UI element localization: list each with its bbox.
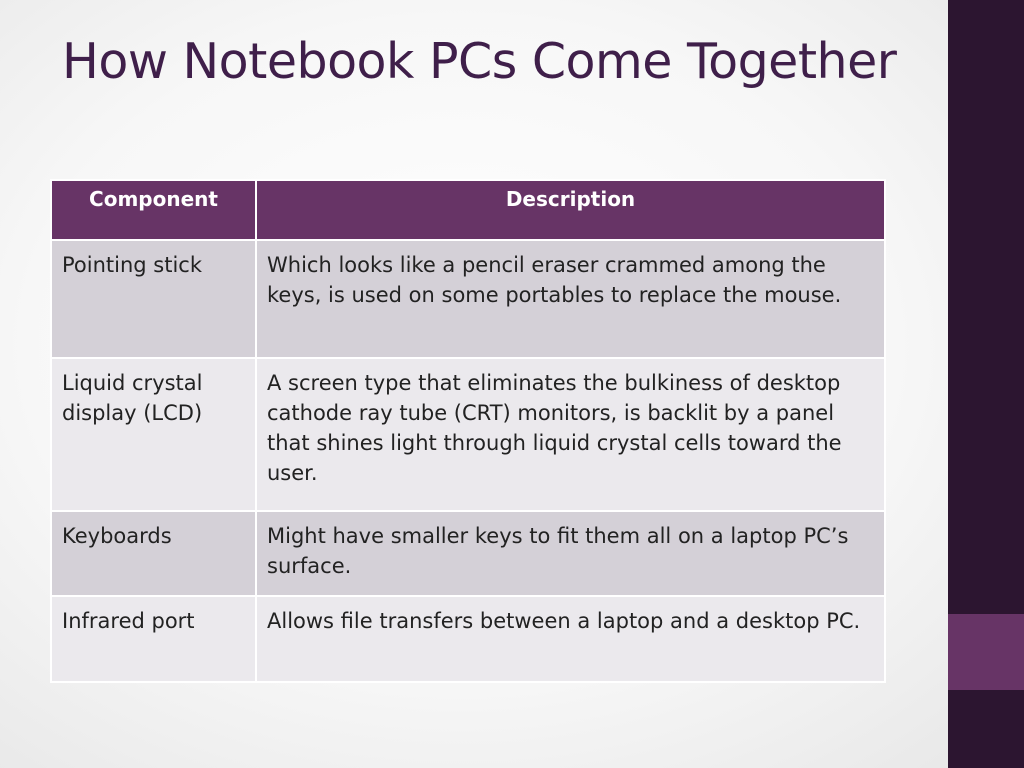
cell-description: Which looks like a pencil eraser crammed among the keys, is used on some portables to replace the mouse. [256,240,885,358]
components-table [50,179,886,683]
table-row [51,511,885,596]
cell-component: Infrared port [51,596,256,682]
table-header-row [51,180,885,240]
cell-component: Pointing stick [51,240,256,358]
slide-title: How Notebook PCs Come Together [62,33,897,90]
header-component: Component [51,180,256,240]
cell-description: Allows file transfers between a laptop and a desktop PC. [256,596,885,682]
table-row [51,358,885,511]
cell-description: Might have smaller keys to fit them all on a laptop PC’s surface. [256,511,885,596]
table-row [51,240,885,358]
cell-component: Liquid crystal display (LCD) [51,358,256,511]
sidebar-accent-block [948,614,1024,690]
table-row [51,596,885,682]
cell-description: A screen type that eliminates the bulkiness of desktop cathode ray tube (CRT) monitors, is backlit by a panel that shines light through liquid crystal cells toward the user. [256,358,885,511]
cell-component: Keyboards [51,511,256,596]
header-description: Description [256,180,885,240]
